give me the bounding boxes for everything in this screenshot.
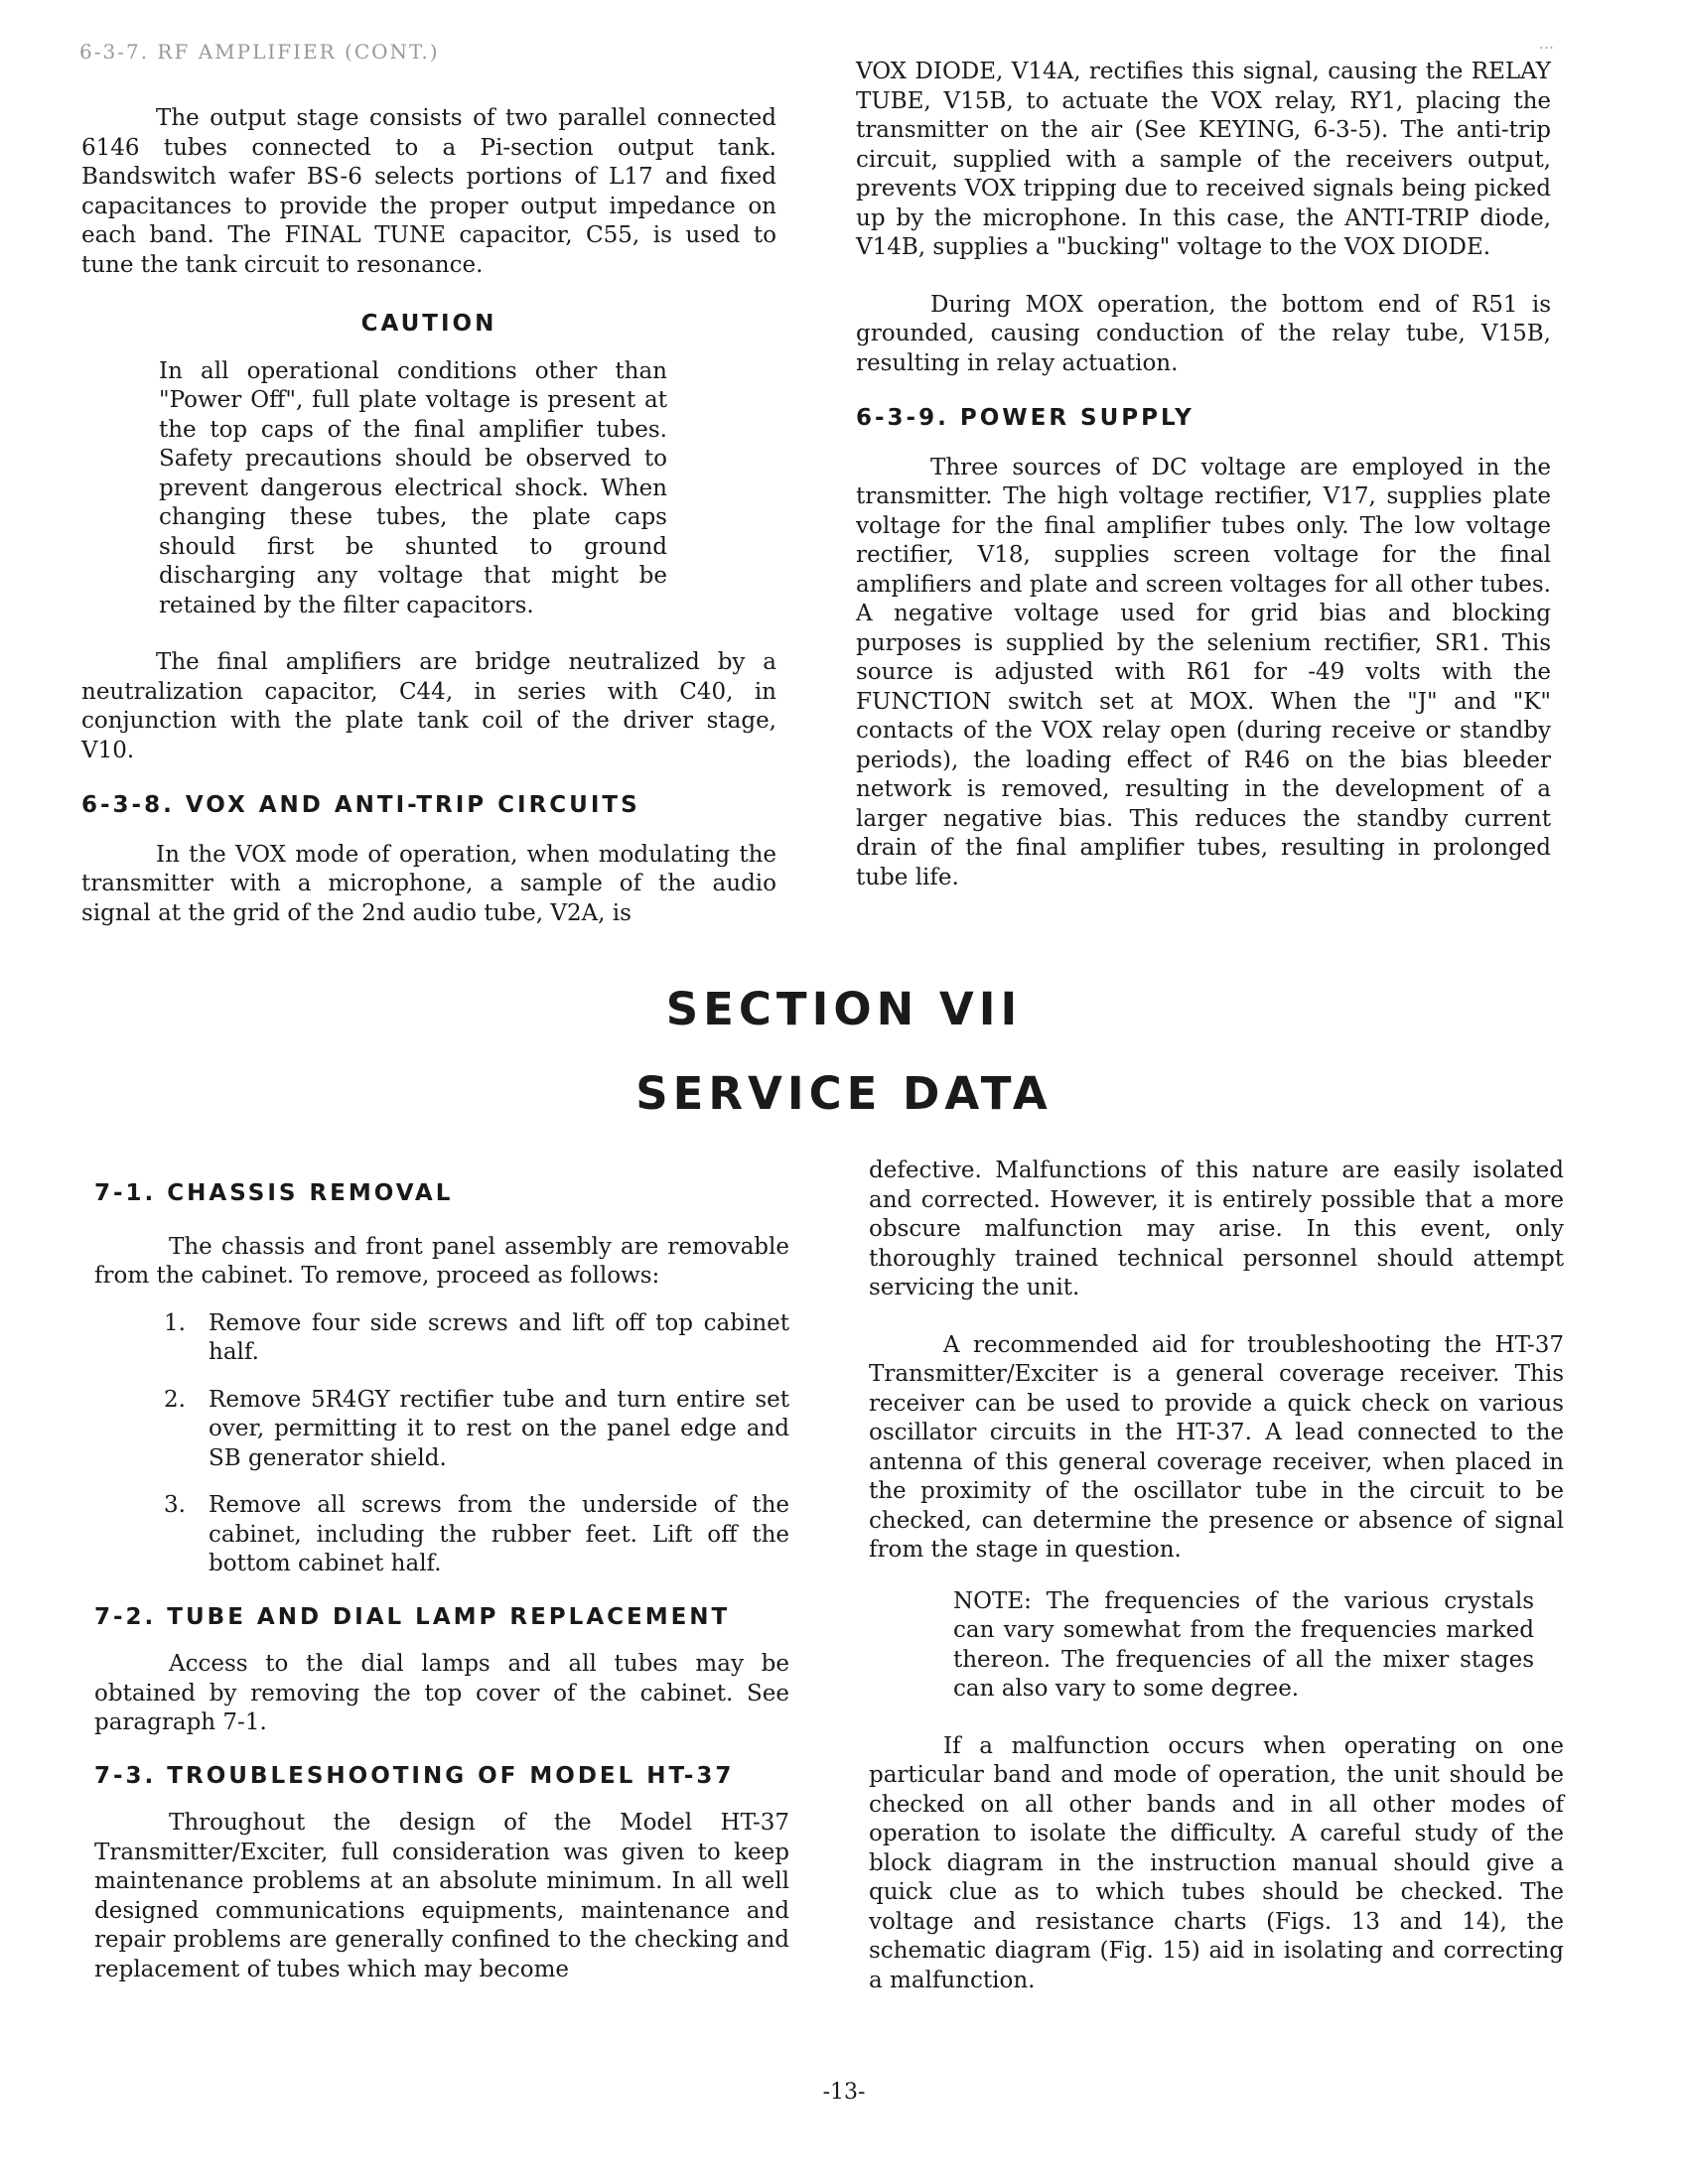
list-item: [94, 1491, 789, 1579]
chassis-intro-paragraph: The chassis and front panel assembly are removable from the cabinet. To remove, proceed as follows:: [94, 1233, 789, 1289]
right-column-upper: [856, 58, 1551, 892]
section-number: SECTION VII: [665, 983, 1023, 1035]
note-box: [953, 1587, 1534, 1705]
defective-paragraph: defective. Malfunctions of this nature are easily isolated and corrected. However, it is entirely possible that a more obscure malfunction may arise. In this event, only thoroughly trained technical personnel should attempt servicing the unit.: [869, 1158, 1564, 1300]
troubleshooting-heading: 7-3. TROUBLESHOOTING OF MODEL HT-37: [94, 1762, 735, 1789]
mox-paragraph: During MOX operation, the bottom end of R51 is grounded, causing conduction of the relay tube, V15B, resulting in relay actuation.: [856, 291, 1551, 376]
neutralization-paragraph: The final amplifiers are bridge neutralized by a neutralization capacitor, C44, in series with C40, in conjunction with the plate tank coil of the driver stage, V10.: [81, 649, 776, 763]
recommended-aid-paragraph: A recommended aid for troubleshooting the HT-37 Transmitter/Exciter is a general coverage receiver. This receiver can be used to provide a quick check on various oscillator circuits in the HT-37. A lead connected to the antenna of this general coverage receiver, when placed in the proximity of the oscillator tube in the circuit to be checked, can determine the presence or absence of signal from the stage in question.: [869, 1331, 1564, 1563]
section-title: SERVICE DATA: [635, 1067, 1053, 1120]
left-column-lower: [94, 1179, 789, 1984]
left-column-upper: [81, 104, 776, 928]
list-item: [94, 1386, 789, 1474]
chassis-removal-heading: 7-1. CHASSIS REMOVAL: [94, 1180, 454, 1206]
step-number: 3.: [164, 1492, 186, 1518]
tube-replacement-paragraph: Access to the dial lamps and all tubes may be obtained by removing the top cover of the cabinet. See paragraph 7-1.: [94, 1651, 789, 1735]
power-supply-paragraph: Three sources of DC voltage are employed in the transmitter. The high voltage rectifier, V17, supplies plate voltage for the final amplifier tubes only. The low voltage rectifier, V18, supplies screen voltage for the final amplifiers and plate and screen voltages for all other tubes. A negative voltage used for grid bias and blocking purposes is supplied by the selenium rectifier, SR1. This source is adjusted with R61 for -49 volts with the FUNCTION switch set at MOX. When the "J" and "K" contacts of the VOX relay open (during receive or standby periods), the loading effect of R46 on the bias bleeder network is removed, resulting in the development of a larger negative bias. This reduces the standby current drain of the final amplifier tubes, resulting in prolonged tube life.: [856, 454, 1551, 890]
chassis-removal-steps: [94, 1309, 789, 1579]
right-column-lower: [869, 1157, 1564, 1995]
note-text: NOTE: The frequencies of the various crystals can vary somewhat from the frequencies marked thereon. The frequencies of all the mixer stages can also vary to some degree.: [953, 1587, 1534, 1702]
running-header-fragment: 6-3-7. RF AMPLIFIER (CONT.): [79, 40, 440, 64]
step-text: Remove four side screws and lift off top cabinet half.: [209, 1309, 789, 1365]
vox-heading: 6-3-8. VOX AND ANTI-TRIP CIRCUITS: [81, 792, 640, 818]
list-item: [94, 1309, 789, 1368]
power-supply-heading: 6-3-9. POWER SUPPLY: [856, 405, 1195, 431]
top-edge-fragment: ...: [1538, 34, 1554, 53]
vox-continued-paragraph: VOX DIODE, V14A, rectifies this signal, causing the RELAY TUBE, V15B, to actuate the VOX relay, RY1, placing the transmitter on the air (See KEYING, 6-3-5). The anti-trip circuit, supplied with a sample of the receivers output, prevents VOX tripping due to received signals being picked up by the microphone. In this case, the ANTI-TRIP diode, V14B, supplies a "bucking" voltage to the VOX DIODE.: [856, 59, 1551, 260]
output-stage-paragraph: The output stage consists of two parallel connected 6146 tubes connected to a Pi-section output tank. Bandswitch wafer BS-6 selects portions of L17 and fixed capacitances to provide the proper output impedance on each band. The FINAL TUNE capacitor, C55, is used to tune the tank circuit to resonance.: [81, 105, 776, 278]
step-text: Remove all screws from the underside of the cabinet, including the rubber feet. Lift off the bottom cabinet half.: [209, 1492, 789, 1576]
vox-paragraph: In the VOX mode of operation, when modulating the transmitter with a microphone, a sample of the audio signal at the grid of the 2nd audio tube, V2A, is: [81, 841, 776, 926]
caution-box: [159, 357, 667, 621]
caution-heading: CAUTION: [360, 311, 497, 337]
tube-replacement-heading: 7-2. TUBE AND DIAL LAMP REPLACEMENT: [94, 1603, 731, 1630]
troubleshooting-paragraph: Throughout the design of the Model HT-37 Transmitter/Exciter, full consideration was given to keep maintenance problems at an absolute minimum. In all well designed communications equipments, maintenance and repair problems are generally confined to the checking and replacement of tubes which may become: [94, 1810, 789, 1982]
step-number: 1.: [164, 1309, 186, 1336]
step-number: 2.: [164, 1386, 186, 1413]
page-number: -13-: [822, 2080, 866, 2105]
malfunction-paragraph: If a malfunction occurs when operating on one particular band and mode of operation, the unit should be checked on all other bands and in all other modes of operation to isolate the difficulty. A careful study of the block diagram in the instruction manual should give a quick clue as to which tubes should be checked. The voltage and resistance charts (Figs. 13 and 14), the schematic diagram (Fig. 15) aid in isolating and correcting a malfunction.: [869, 1732, 1564, 1993]
step-text: Remove 5R4GY rectifier tube and turn entire set over, permitting it to rest on the panel edge and SB generator shield.: [209, 1386, 789, 1471]
caution-text: In all operational conditions other than "Power Off", full plate voltage is present at the top caps of the final amplifier tubes. Safety precautions should be observed to prevent dangerous electrical shock. When changing these tubes, the plate caps should first be shunted to ground discharging any voltage that might be retained by the filter capacitors.: [159, 357, 667, 618]
